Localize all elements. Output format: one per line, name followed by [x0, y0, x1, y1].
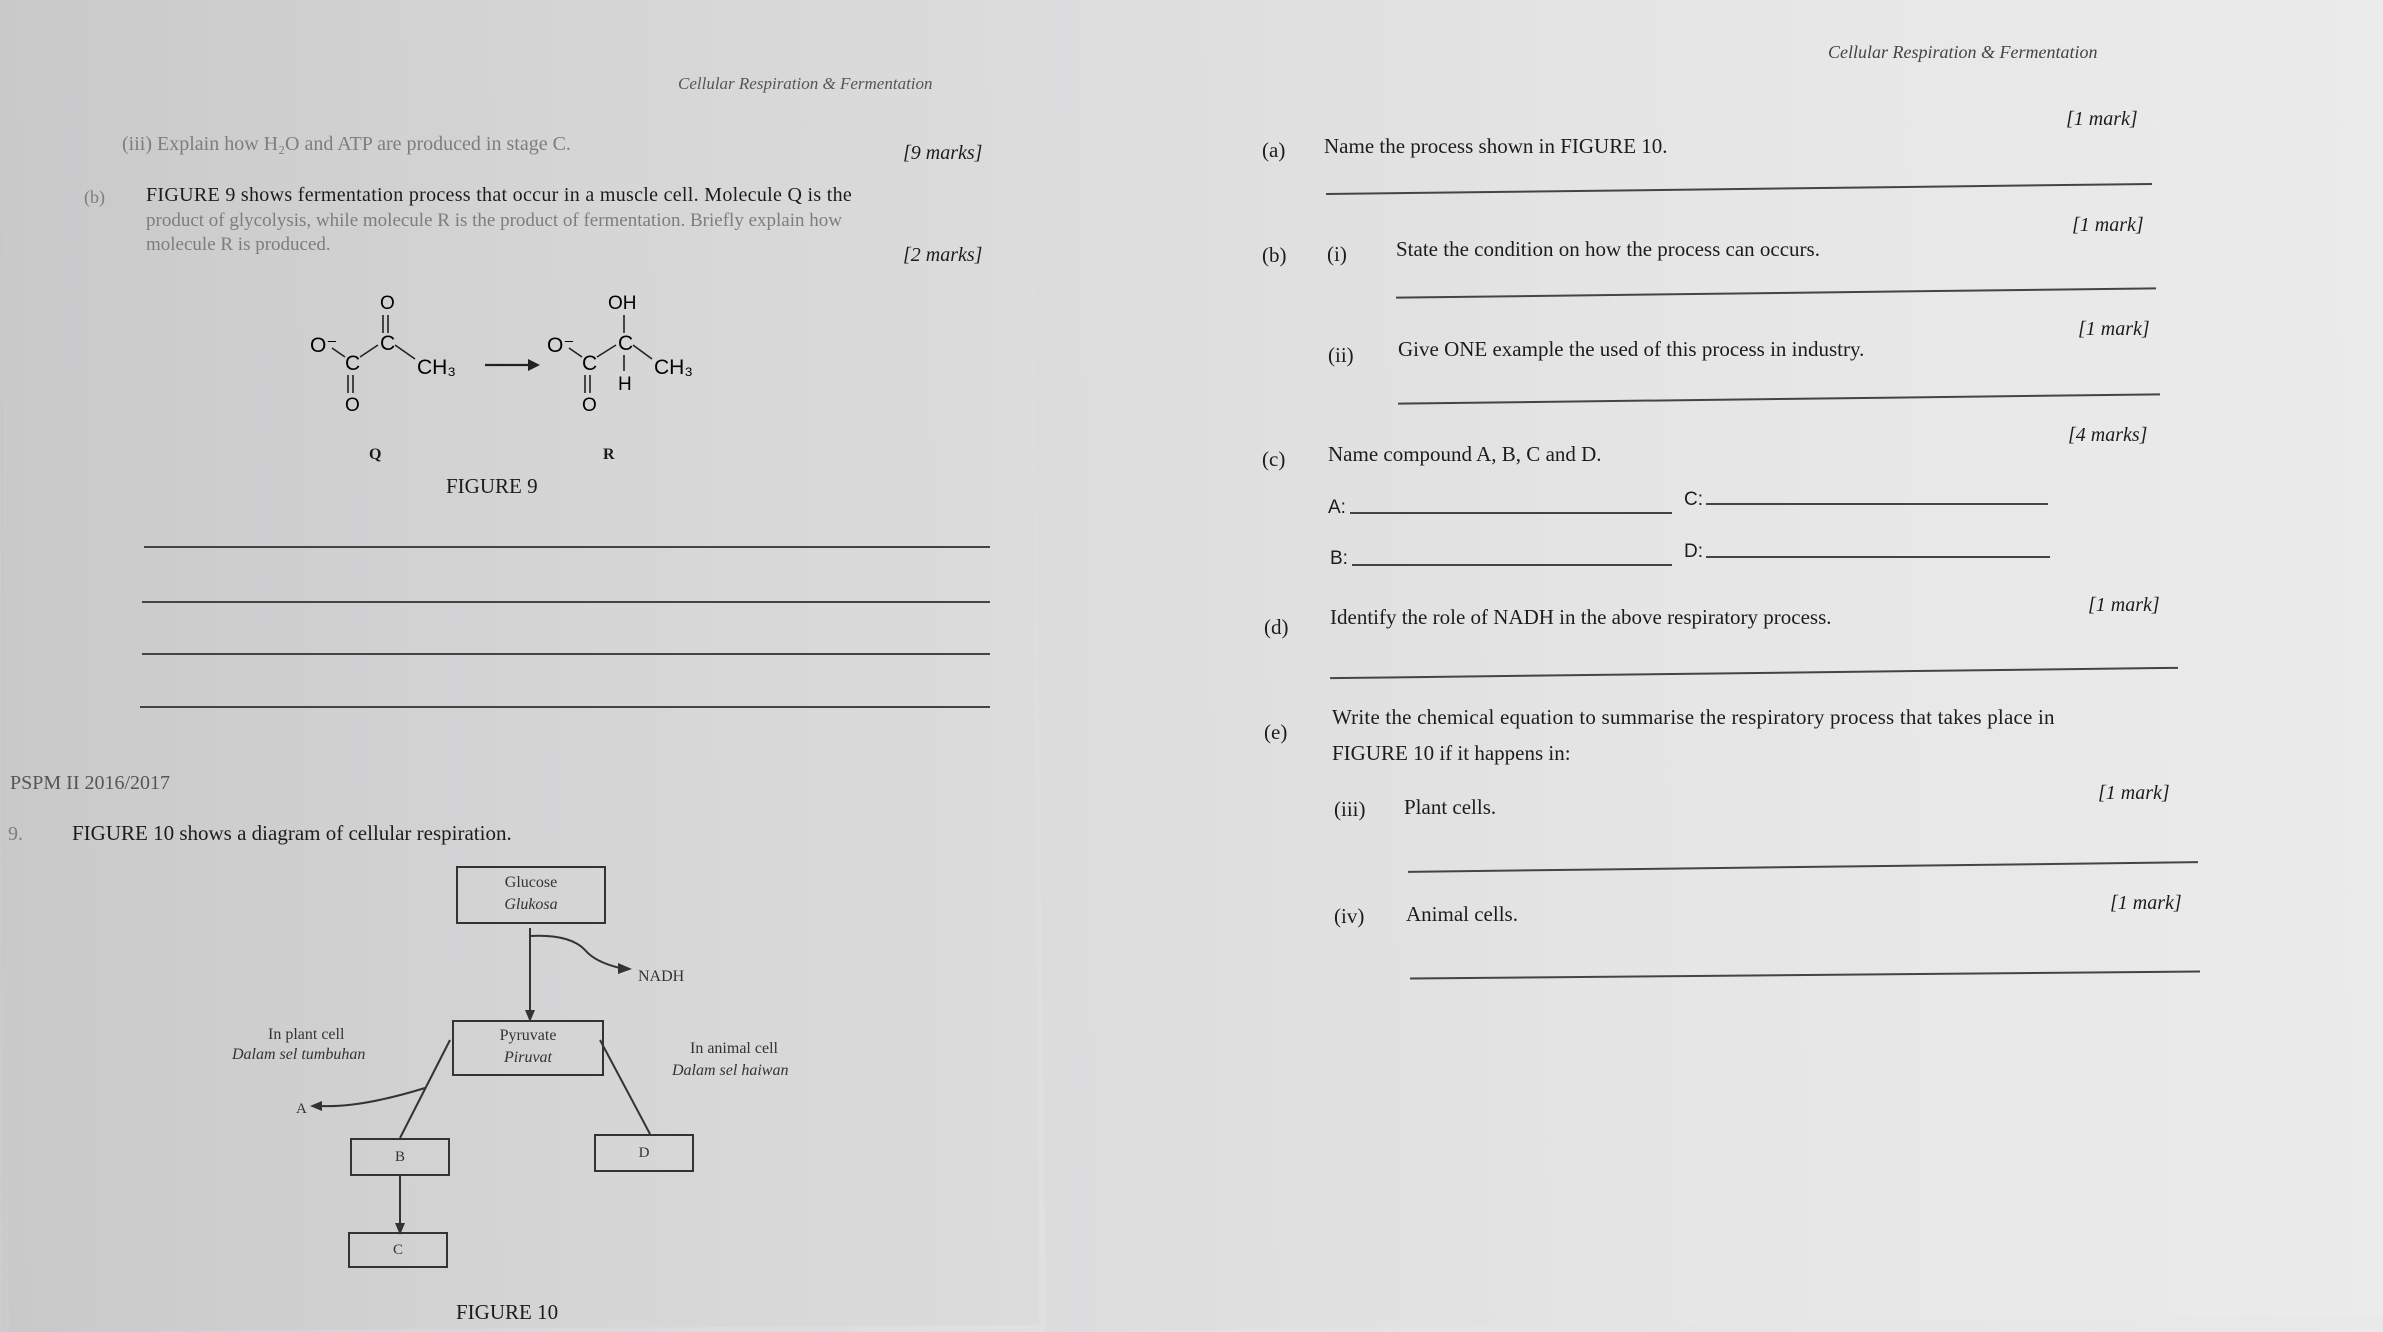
figure-9-caption: FIGURE 9 — [446, 474, 538, 498]
figure-10-caption: FIGURE 10 — [456, 1300, 559, 1324]
r-ch3: CH₃ — [654, 356, 693, 379]
answer-line-b-2[interactable] — [142, 601, 990, 603]
answer-line-b-1[interactable] — [144, 546, 990, 548]
answer-d-label: D: — [1684, 541, 1703, 562]
question-c-number: (c) — [1262, 447, 1286, 471]
question-e-line-1: Write the chemical equation to summarise the respiratory process that takes place in — [1332, 705, 2055, 729]
question-b-i-number: (b) — [1262, 243, 1287, 267]
compound-d-label: D — [638, 1145, 650, 1161]
question-b-i-sub: (i) — [1327, 242, 1347, 266]
answer-b-label: B: — [1330, 548, 1348, 569]
question-iii-marks: [9 marks] — [903, 142, 983, 164]
left-page-header: Cellular Respiration & Fermentation — [678, 74, 933, 93]
question-e-iv-sub: (iv) — [1334, 904, 1365, 928]
compound-b-label: B — [394, 1149, 405, 1165]
question-9-text: FIGURE 10 shows a diagram of cellular respiration. — [72, 821, 512, 845]
q-o-minus: O⁻ — [310, 334, 338, 357]
question-d-text: Identify the role of NADH in the above respiratory process. — [1330, 605, 1832, 629]
answer-a-label: A: — [1328, 497, 1346, 518]
answer-line-compound-d[interactable] — [1706, 556, 2050, 558]
pyruvate-label: Pyruvate — [499, 1027, 557, 1044]
question-c-text: Name compound A, B, C and D. — [1328, 442, 1602, 466]
r-o-bottom: O — [582, 395, 597, 416]
question-e-iii-sub: (iii) — [1334, 797, 1366, 821]
figure-9-structures — [290, 285, 730, 435]
question-9-number: 9. — [8, 823, 23, 845]
animal-cell-label: In animal cell — [690, 1040, 778, 1057]
question-b-ii-text: Give ONE example the used of this process in industry. — [1398, 337, 1865, 361]
question-e-number: (e) — [1264, 720, 1288, 744]
question-d-number: (d) — [1264, 615, 1289, 639]
plant-cell-label-malay: Dalam sel tumbuhan — [232, 1046, 366, 1063]
nadh-label: NADH — [638, 968, 685, 985]
glucose-label: Glucose — [504, 874, 558, 891]
question-b-ii-marks: [1 mark] — [2078, 318, 2150, 340]
question-e-iv-text: Animal cells. — [1406, 902, 1518, 926]
question-b-line-2: product of glycolysis, while molecule R is the product of fermentation. Briefly explain how — [146, 210, 842, 231]
r-o-minus: O⁻ — [547, 334, 575, 357]
footer-code: PSPM II 2016/2017 — [10, 772, 171, 794]
answer-line-b-4[interactable] — [140, 706, 990, 708]
question-a-marks: [1 mark] — [2066, 108, 2138, 130]
q-c1: C — [345, 352, 361, 375]
molecule-r — [547, 293, 693, 416]
question-a-text: Name the process shown in FIGURE 10. — [1324, 134, 1668, 158]
figure-9-label-r: R — [603, 446, 615, 463]
r-c1: C — [582, 352, 598, 375]
r-h: H — [618, 374, 632, 395]
molecule-q — [310, 293, 456, 416]
question-e-iv-marks: [1 mark] — [2110, 892, 2182, 914]
compound-a-label: A — [296, 1101, 307, 1117]
animal-cell-label-malay: Dalam sel haiwan — [672, 1062, 789, 1079]
question-e-iii-marks: [1 mark] — [2098, 782, 2170, 804]
q-c2: C — [380, 332, 396, 355]
question-b-ii-sub: (ii) — [1328, 343, 1354, 367]
right-page — [1030, 0, 2383, 1332]
answer-c-label: C: — [1684, 489, 1703, 510]
q-ch3: CH₃ — [417, 356, 456, 379]
question-b-i-marks: [1 mark] — [2072, 214, 2144, 236]
compound-c-label: C — [392, 1242, 403, 1258]
r-c2: C — [618, 332, 634, 355]
question-b-number: (b) — [84, 187, 105, 207]
reaction-arrow-head — [528, 359, 540, 371]
right-page-header: Cellular Respiration & Fermentation — [1828, 42, 2098, 62]
plant-cell-label: In plant cell — [268, 1026, 345, 1043]
answer-line-compound-a[interactable] — [1350, 512, 1672, 514]
q-o-bottom: O — [345, 395, 360, 416]
question-d-marks: [1 mark] — [2088, 594, 2160, 616]
question-c-marks: [4 marks] — [2068, 424, 2148, 446]
glucose-label-malay: Glukosa — [504, 896, 558, 913]
r-oh: OH — [608, 293, 637, 314]
question-a-number: (a) — [1262, 138, 1286, 162]
question-b-marks: [2 marks] — [903, 244, 983, 266]
question-b-line-3: molecule R is produced. — [146, 234, 331, 255]
question-b-i-text: State the condition on how the process can occurs. — [1396, 237, 1820, 261]
question-b-line-1: FIGURE 9 shows fermentation process that occur in a muscle cell. Molecule Q is the — [146, 184, 853, 206]
question-iii-text: (iii) Explain how H₂O and ATP are produced in stage C. — [122, 133, 571, 155]
answer-line-compound-b[interactable] — [1352, 564, 1672, 566]
q-o-top: O — [380, 293, 395, 314]
pyruvate-label-malay: Piruvat — [504, 1049, 552, 1066]
answer-line-b-3[interactable] — [142, 653, 990, 655]
question-e-line-2: FIGURE 10 if it happens in: — [1332, 741, 1571, 765]
answer-line-compound-c[interactable] — [1706, 503, 2048, 505]
question-e-iii-text: Plant cells. — [1404, 795, 1497, 819]
figure-9-label-q: Q — [369, 446, 382, 463]
